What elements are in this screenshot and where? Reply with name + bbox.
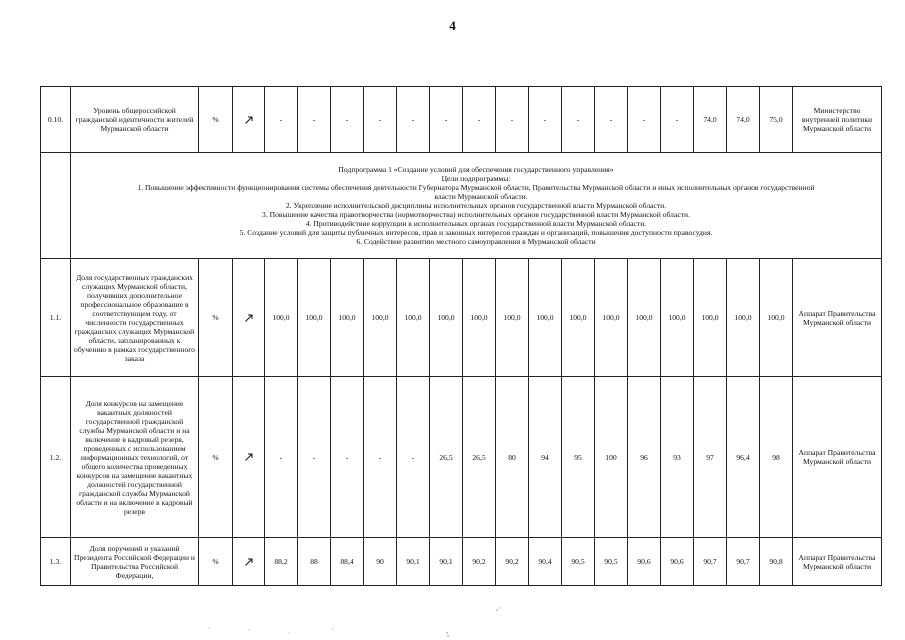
indicator-name: Доля государственных гражданских служащих Мурманской области, получивших дополнительное профессиональное образование в соответствующем году, от численности государственных гражданских служащих Мурманской области, запланированных к обучению в рамках государственного заказа xyxy=(71,259,199,377)
value-cell: 26,5 xyxy=(430,377,463,538)
value-cell: - xyxy=(463,87,496,153)
subprogram-title: Подпрограмма 1 «Создание условий для обеспечения государственного управления» xyxy=(338,165,614,174)
table-row xyxy=(41,538,882,586)
goal-item: 5. Создание условий для защиты публичных интересов, прав и законных интересов граждан и организаций, повышения доступности правосудия. xyxy=(239,228,713,237)
value-cell: 88,2 xyxy=(265,538,298,586)
value-cell: 75,0 xyxy=(760,87,793,153)
arrow-up-right-icon xyxy=(244,115,254,125)
value-cell: 88,4 xyxy=(331,538,364,586)
value-cell: 90,1 xyxy=(397,538,430,586)
goal-item: власти Мурманской области. xyxy=(434,192,528,201)
trend-cell xyxy=(233,377,265,538)
responsible-executor: Министерство внутренней политики Мурманской области xyxy=(793,87,882,153)
goal-item: 4. Противодействие коррупции в исполнительных органах государственной власти Мурманской области. xyxy=(305,219,647,228)
table-row xyxy=(41,259,882,377)
value-cell: - xyxy=(364,87,397,153)
value-cell: 100,0 xyxy=(562,259,595,377)
goal-item: 2. Укрепление исполнительской дисциплины исполнительных органов государственной власти Мурманской области. xyxy=(285,201,667,210)
trend-cell xyxy=(233,87,265,153)
value-cell: 100,0 xyxy=(727,259,760,377)
value-cell: 100,0 xyxy=(331,259,364,377)
value-cell: 100,0 xyxy=(694,259,727,377)
empty-cell xyxy=(41,153,71,259)
value-cell: 90,6 xyxy=(661,538,694,586)
value-cell: - xyxy=(331,377,364,538)
value-cell: - xyxy=(430,87,463,153)
value-cell: - xyxy=(529,87,562,153)
value-cell: 100,0 xyxy=(430,259,463,377)
value-cell: 100,0 xyxy=(496,259,529,377)
value-cell: 74,0 xyxy=(694,87,727,153)
value-cell: 74,0 xyxy=(727,87,760,153)
indicator-name: Уровень общероссийской гражданской идентичности жителей Мурманской области xyxy=(71,87,199,153)
value-cell: 98 xyxy=(760,377,793,538)
value-cell: 100,0 xyxy=(463,259,496,377)
value-cell: 100,0 xyxy=(661,259,694,377)
arrow-up-right-icon xyxy=(244,452,254,462)
value-cell: 90 xyxy=(364,538,397,586)
unit-cell: % xyxy=(199,87,233,153)
responsible-executor: Аппарат Правительства Мурманской области xyxy=(793,377,882,538)
indicator-name: Доля конкурсов на замещение вакантных должностей государственной гражданской службы Мурманской области и на включение в кадровый резерв, проведенных с использованием информационных технологий, от общего количества проведенных конкурсов на замещение вакантных должностей государственной гражданской службы Мурманской области и на включение в кадровый резерв xyxy=(71,377,199,538)
value-cell: 100,0 xyxy=(265,259,298,377)
unit-cell: % xyxy=(199,538,233,586)
value-cell: 96,4 xyxy=(727,377,760,538)
indicator-name: Доля поручений и указаний Президента Российской Федерации и Правительства Российской Федерации, xyxy=(71,538,199,586)
row-number: 1.1. xyxy=(41,259,71,377)
value-cell: 88 xyxy=(298,538,331,586)
value-cell: - xyxy=(265,87,298,153)
value-cell: - xyxy=(595,87,628,153)
value-cell: 97 xyxy=(694,377,727,538)
subprogram-row xyxy=(41,153,882,259)
value-cell: 96 xyxy=(628,377,661,538)
unit-cell: % xyxy=(199,377,233,538)
goal-item: 6. Содействие развитию местного самоуправления в Мурманской области xyxy=(356,237,596,246)
value-cell: - xyxy=(397,87,430,153)
row-number: 1.3. xyxy=(41,538,71,586)
value-cell: 100,0 xyxy=(529,259,562,377)
value-cell: 90,8 xyxy=(760,538,793,586)
responsible-executor: Аппарат Правительства Мурманской области xyxy=(793,538,882,586)
arrow-up-right-icon xyxy=(244,313,254,323)
value-cell: - xyxy=(298,377,331,538)
arrow-up-right-icon xyxy=(244,557,254,567)
value-cell: 26,5 xyxy=(463,377,496,538)
value-cell: 90,5 xyxy=(562,538,595,586)
page-number: 4 xyxy=(449,18,456,33)
value-cell: 90,1 xyxy=(430,538,463,586)
goal-item: 3. Повышение качества правотворчества (нормотворчества) исполнительных органов государственной власти Мурманской области. xyxy=(262,210,690,219)
value-cell: 90,7 xyxy=(694,538,727,586)
trend-cell xyxy=(233,259,265,377)
value-cell: 90,7 xyxy=(727,538,760,586)
value-cell: 93 xyxy=(661,377,694,538)
table-row xyxy=(41,377,882,538)
row-number: 1.2. xyxy=(41,377,71,538)
value-cell: - xyxy=(562,87,595,153)
value-cell: 100,0 xyxy=(760,259,793,377)
goal-item: 1. Повышение эффективности функционирования системы обеспечения деятельности Губернатора Мурманской области, Правительства Мурманской области и иных исполнительных органов государственной xyxy=(137,183,815,192)
subprogram-description xyxy=(71,153,882,259)
value-cell: 90,2 xyxy=(496,538,529,586)
value-cell: - xyxy=(661,87,694,153)
value-cell: - xyxy=(298,87,331,153)
row-number: 0.10. xyxy=(41,87,71,153)
value-cell: 100,0 xyxy=(298,259,331,377)
value-cell: - xyxy=(496,87,529,153)
table-row xyxy=(41,87,882,153)
value-cell: 90,4 xyxy=(529,538,562,586)
value-cell: 100,0 xyxy=(397,259,430,377)
value-cell: - xyxy=(265,377,298,538)
value-cell: 95 xyxy=(562,377,595,538)
value-cell: 100 xyxy=(595,377,628,538)
unit-cell: % xyxy=(199,259,233,377)
value-cell: - xyxy=(397,377,430,538)
value-cell: 100,0 xyxy=(628,259,661,377)
value-cell: - xyxy=(331,87,364,153)
value-cell: 100,0 xyxy=(364,259,397,377)
trend-cell xyxy=(233,538,265,586)
value-cell: 90,5 xyxy=(595,538,628,586)
value-cell: - xyxy=(364,377,397,538)
value-cell: 100,0 xyxy=(595,259,628,377)
value-cell: - xyxy=(628,87,661,153)
value-cell: 90,2 xyxy=(463,538,496,586)
indicators-table xyxy=(40,86,882,586)
goals-label: Цели подпрограммы: xyxy=(441,174,511,183)
value-cell: 90,6 xyxy=(628,538,661,586)
value-cell: 80 xyxy=(496,377,529,538)
value-cell: 94 xyxy=(529,377,562,538)
responsible-executor: Аппарат Правительства Мурманской области xyxy=(793,259,882,377)
